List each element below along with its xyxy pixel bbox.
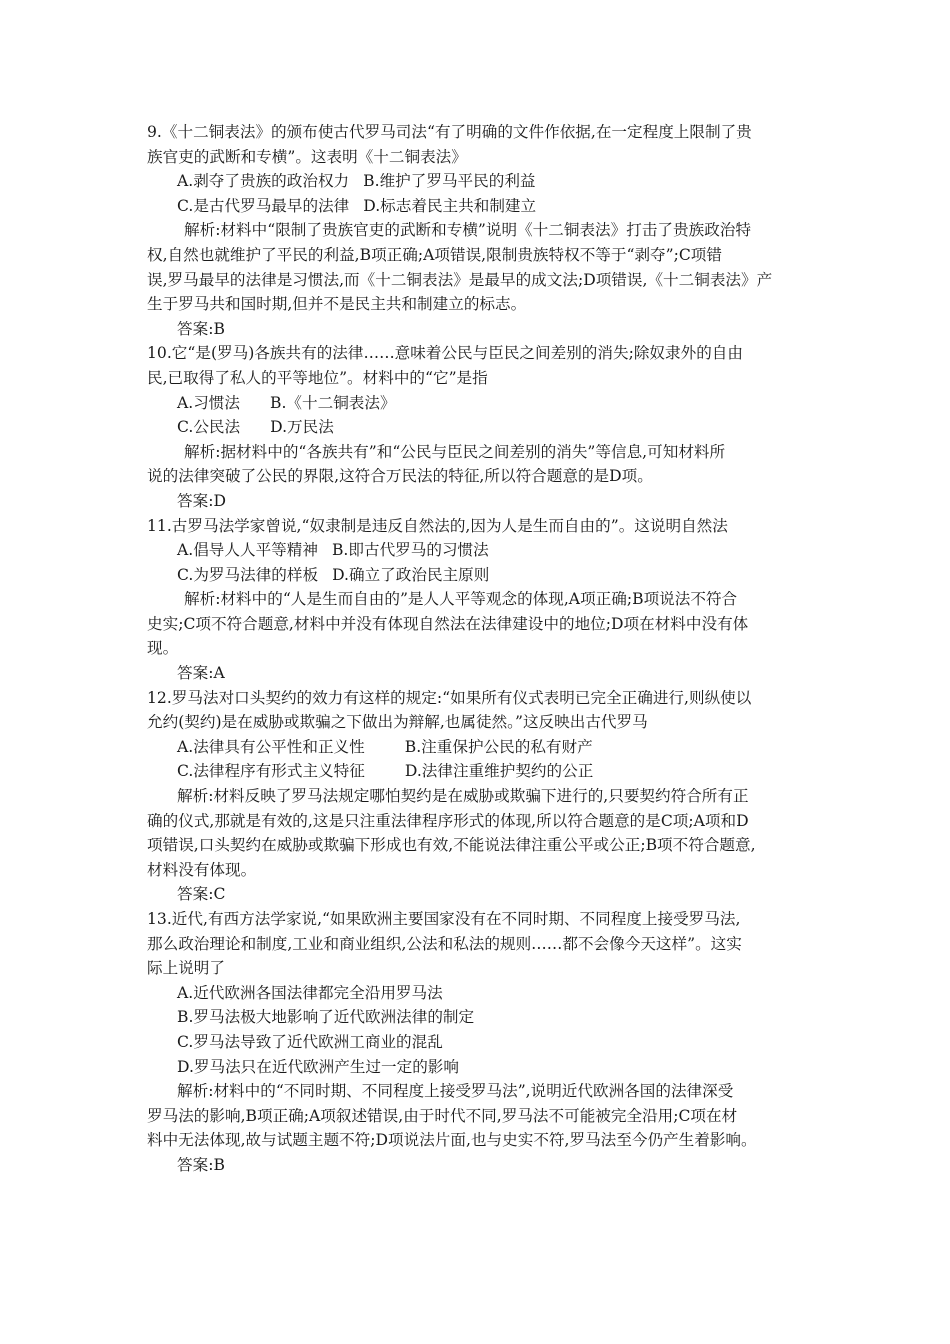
option: A.倡导人人平等精神 (177, 541, 318, 560)
option: B.注重保护公民的私有财产 (404, 737, 593, 756)
explanation-line: 史实;C项不符合题意,材料中并没有体现自然法在法律建设中的地位;D项在材料中没有体 (147, 614, 749, 633)
option: D.标志着民主共和制建立 (363, 196, 537, 215)
explanation-line: 材料没有体现。 (147, 860, 257, 879)
question-stem-line: 那么政治理论和制度,工业和商业组织,公法和私法的规则……都不会像今天这样”。这实 (147, 934, 742, 953)
option-row (147, 981, 815, 1006)
question-stem-line: 允约(契约)是在威胁或欺骗之下做出为辩解,也属徒然。”这反映出古代罗马 (147, 713, 648, 732)
option: D.罗马法只在近代欧洲产生过一定的影响 (177, 1057, 459, 1076)
option: C.法律程序有形式主义特征 (177, 762, 365, 781)
question-block (147, 341, 815, 513)
question-block (147, 120, 815, 341)
option-row (147, 735, 815, 760)
option: C.是古代罗马最早的法律 (177, 196, 350, 215)
question-block (147, 907, 815, 1178)
option: A.习惯法 (177, 393, 240, 412)
question-stem-line: 际上说明了 (147, 959, 225, 978)
document-body (147, 120, 815, 1178)
question-stem-line: 9.《十二铜表法》的颁布使古代罗马司法“有了明确的文件作依据,在一定程度上限制了贵 (147, 123, 752, 141)
question-stem-line: 民,已取得了私人的平等地位”。材料中的“它”是指 (147, 368, 488, 387)
explanation-line: 权,自然也就维护了平民的利益,B项正确;A项错误,限制贵族特权不等于“剥夺”;C项错 (147, 245, 722, 264)
option: B.罗马法极大地影响了近代欧洲法律的制定 (177, 1008, 475, 1027)
option-row (147, 1030, 815, 1055)
option: C.罗马法导致了近代欧洲工商业的混乱 (177, 1032, 443, 1051)
explanation-line: 罗马法的影响,B项正确;A项叙述错误,由于时代不同,罗马法不可能被完全沿用;C项在材 (147, 1106, 738, 1125)
question-stem-line: 13.近代,有西方法学家说,“如果欧洲主要国家没有在不同时期、不同程度上接受罗马法, (147, 910, 741, 928)
option: A.法律具有公平性和正义性 (177, 737, 365, 756)
answer-line: 答案:A (177, 664, 225, 683)
explanation-line: 解析:材料中的“人是生而自由的”是人人平等观念的体现,A项正确;B项说法不符合 (184, 590, 738, 609)
explanation-line: 解析:材料中的“不同时期、不同程度上接受罗马法”,说明近代欧洲各国的法律深受 (177, 1082, 734, 1101)
explanation-line: 说的法律突破了公民的界限,这符合万民法的特征,所以符合题意的是D项。 (147, 467, 653, 486)
option-row (147, 1005, 815, 1030)
option: A.近代欧洲各国法律都完全沿用罗马法 (177, 983, 443, 1002)
option-row (147, 759, 815, 784)
answer-line: 答案:B (177, 319, 225, 338)
explanation-line: 确的仪式,那就是有效的,这是只注重法律程序形式的体现,所以符合题意的是C项;A项和D (147, 811, 749, 830)
option: B.维护了罗马平民的利益 (363, 172, 536, 191)
option-row (147, 194, 815, 219)
option-row (147, 1055, 815, 1080)
option: A.剥夺了贵族的政治权力 (177, 172, 350, 191)
explanation-line: 解析:据材料中的“各族共有”和“公民与臣民之间差别的消失”等信息,可知材料所 (184, 442, 726, 461)
answer-line: 答案:B (177, 1155, 225, 1174)
option: D.万民法 (270, 418, 334, 437)
option: D.确立了政治民主原则 (332, 565, 490, 584)
option: B.《十二铜表法》 (270, 393, 396, 412)
option-row (147, 415, 815, 440)
explanation-line: 误,罗马最早的法律是习惯法,而《十二铜表法》是最早的成文法;D项错误,《十二铜表法》产 (147, 270, 773, 289)
option-row (147, 538, 815, 563)
option-row (147, 169, 815, 194)
option: B.即古代罗马的习惯法 (331, 541, 489, 560)
explanation-line: 项错误,口头契约在威胁或欺骗下形成也有效,不能说法律注重公平或公正;B项不符合题意, (147, 836, 756, 855)
question-stem-line: 10.它“是(罗马)各族共有的法律……意味着公民与臣民之间差别的消失;除奴隶外的自由 (147, 344, 743, 363)
option-row (147, 391, 815, 416)
option: D.法律注重维护契约的公正 (404, 762, 594, 781)
explanation-line: 解析:材料中“限制了贵族官吏的武断和专横”说明《十二铜表法》打击了贵族政治特 (184, 221, 751, 240)
answer-line: 答案:D (177, 491, 226, 510)
option-row (147, 563, 815, 588)
question-stem-line: 12.罗马法对口头契约的效力有这样的规定:“如果所有仪式表明已完全正确进行,则纵使以 (147, 688, 752, 707)
answer-line: 答案:C (177, 885, 226, 904)
explanation-line: 生于罗马共和国时期,但并不是民主共和制建立的标志。 (147, 295, 527, 314)
question-stem-line: 族官吏的武断和专横”。这表明《十二铜表法》 (147, 147, 467, 166)
question-stem-line: 11.古罗马法学家曾说,“奴隶制是违反自然法的,因为人是生而自由的”。这说明自然法 (147, 516, 728, 535)
explanation-line: 现。 (147, 639, 179, 658)
question-block (147, 686, 815, 907)
option: C.公民法 (177, 418, 241, 437)
explanation-line: 解析:材料反映了罗马法规定哪怕契约是在威胁或欺骗下进行的,只要契约符合所有正 (177, 787, 749, 806)
explanation-line: 料中无法体现,故与试题主题不符;D项说法片面,也与史实不符,罗马法至今仍产生着影响。 (147, 1131, 757, 1150)
option: C.为罗马法律的样板 (177, 565, 319, 584)
question-block (147, 514, 815, 686)
